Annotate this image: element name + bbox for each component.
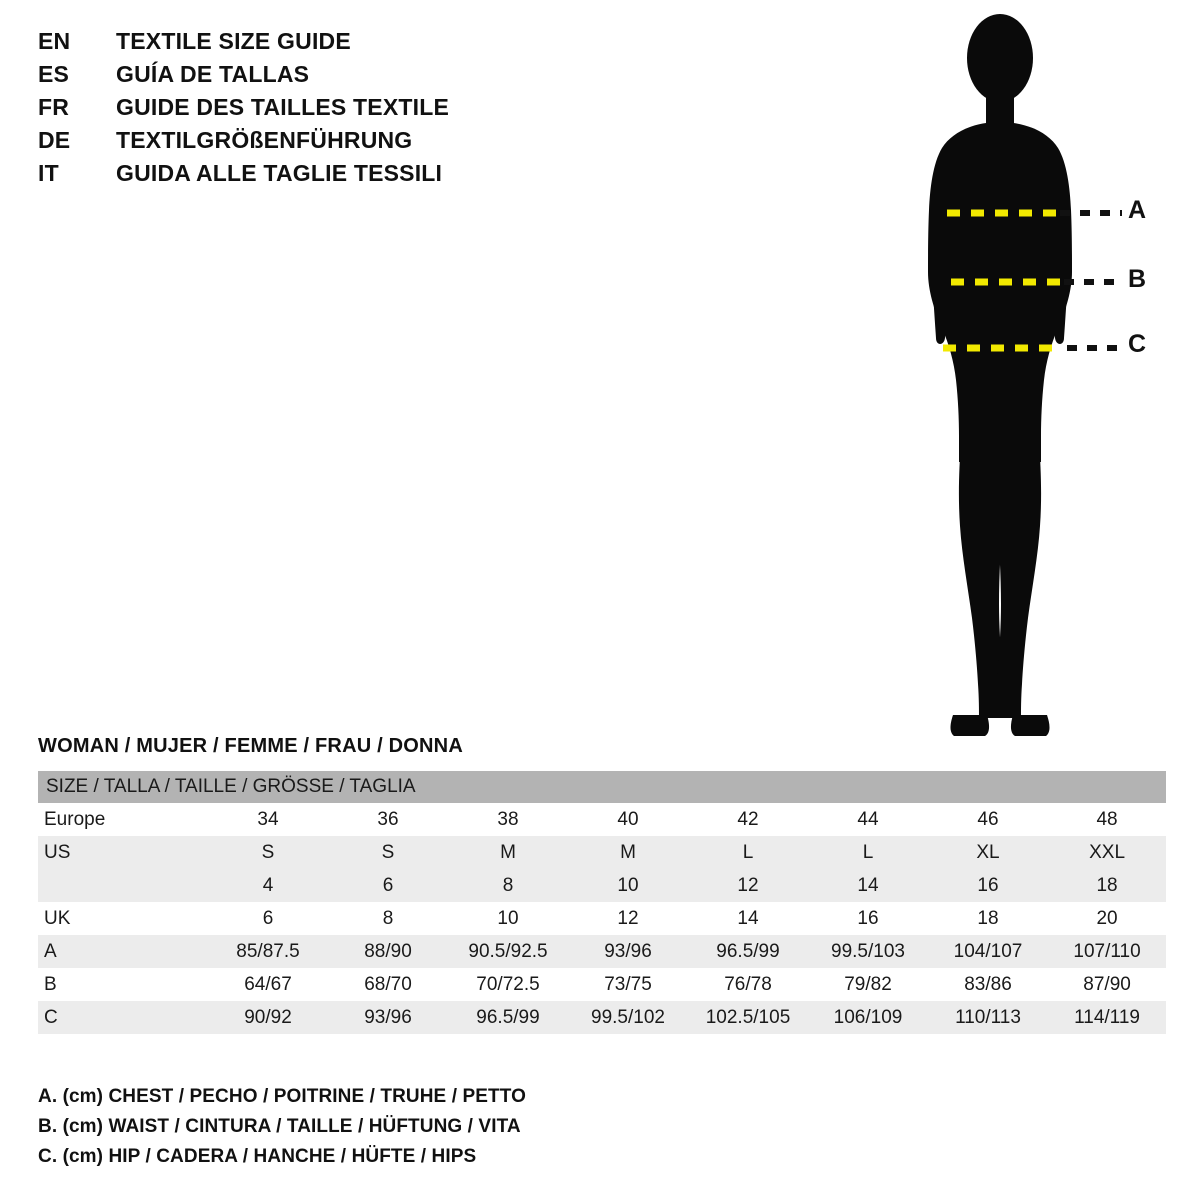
table-cell: 70/72.5 — [448, 968, 568, 1001]
table-cell: 114/119 — [1048, 1001, 1166, 1034]
table-cell: 104/107 — [928, 935, 1048, 968]
table-cell: 87/90 — [1048, 968, 1166, 1001]
language-code: FR — [38, 94, 70, 120]
table-cell: 34 — [208, 803, 328, 836]
table-cell: 38 — [448, 803, 568, 836]
table-cell: 110/113 — [928, 1001, 1048, 1034]
language-code: IT — [38, 160, 59, 186]
language-row — [38, 61, 638, 94]
table-cell: 76/78 — [688, 968, 808, 1001]
table-cell: 18 — [1048, 869, 1166, 902]
row-label: B — [38, 968, 208, 1001]
language-code: ES — [38, 61, 70, 87]
language-code: DE — [38, 127, 71, 153]
table-cell: 12 — [568, 902, 688, 935]
language-row — [38, 94, 638, 127]
language-title: TEXTILE SIZE GUIDE — [116, 28, 351, 54]
body-figure — [860, 10, 1190, 750]
table-section-title: WOMAN / MUJER / FEMME / FRAU / DONNA — [38, 735, 463, 757]
row-label: UK — [38, 902, 208, 935]
table-cell: 20 — [1048, 902, 1166, 935]
language-title: GUÍA DE TALLAS — [116, 61, 310, 87]
table-cell: 18 — [928, 902, 1048, 935]
language-row — [38, 28, 638, 61]
table-cell: 79/82 — [808, 968, 928, 1001]
table-cell: S — [328, 836, 448, 869]
table-header-row — [38, 771, 1166, 803]
table-cell: M — [568, 836, 688, 869]
table-cell: 68/70 — [328, 968, 448, 1001]
table-cell: 12 — [688, 869, 808, 902]
language-code: EN — [38, 28, 71, 54]
table-cell: 40 — [568, 803, 688, 836]
table-cell: 16 — [928, 869, 1048, 902]
row-label — [38, 869, 208, 902]
table-cell: S — [208, 836, 328, 869]
table-cell: 14 — [688, 902, 808, 935]
table-cell: L — [808, 836, 928, 869]
table-cell: 85/87.5 — [208, 935, 328, 968]
legend-line-c: C. (cm) HIP / CADERA / HANCHE / HÜFTE / HIPS — [38, 1146, 477, 1167]
table-cell: 88/90 — [328, 935, 448, 968]
table-cell: 42 — [688, 803, 808, 836]
table-row — [38, 869, 1166, 902]
table-cell: 102.5/105 — [688, 1001, 808, 1034]
table-cell: M — [448, 836, 568, 869]
table-cell: 4 — [208, 869, 328, 902]
row-label: A — [38, 935, 208, 968]
table-cell: 96.5/99 — [688, 935, 808, 968]
language-title: GUIDA ALLE TAGLIE TESSILI — [116, 160, 443, 186]
female-silhouette-icon — [860, 10, 1190, 750]
table-cell: 10 — [448, 902, 568, 935]
table-cell: 64/67 — [208, 968, 328, 1001]
table-cell: 8 — [328, 902, 448, 935]
table-cell: 90/92 — [208, 1001, 328, 1034]
table-cell: L — [688, 836, 808, 869]
table-cell: 10 — [568, 869, 688, 902]
table-cell: XXL — [1048, 836, 1166, 869]
table-cell: 99.5/102 — [568, 1001, 688, 1034]
table-cell: 106/109 — [808, 1001, 928, 1034]
table-cell: 16 — [808, 902, 928, 935]
table-cell: 99.5/103 — [808, 935, 928, 968]
language-title: GUIDE DES TAILLES TEXTILE — [116, 94, 449, 120]
table-cell: 107/110 — [1048, 935, 1166, 968]
table-cell: 6 — [328, 869, 448, 902]
table-row — [38, 902, 1166, 935]
table-row — [38, 968, 1166, 1001]
table-cell: 48 — [1048, 803, 1166, 836]
language-row — [38, 160, 638, 193]
row-label: US — [38, 836, 208, 869]
table-cell: 90.5/92.5 — [448, 935, 568, 968]
table-row — [38, 836, 1166, 869]
table-header-label: SIZE / TALLA / TAILLE / GRÖSSE / TAGLIA — [38, 771, 1166, 803]
row-label: Europe — [38, 803, 208, 836]
language-title: TEXTILGRÖßENFÜHRUNG — [116, 127, 413, 153]
marker-label-b: B — [1128, 265, 1147, 293]
marker-label-c: C — [1128, 330, 1147, 358]
table-cell: 46 — [928, 803, 1048, 836]
table-cell: 93/96 — [328, 1001, 448, 1034]
table-cell: 73/75 — [568, 968, 688, 1001]
table-cell: 44 — [808, 803, 928, 836]
table-cell: 83/86 — [928, 968, 1048, 1001]
table-cell: 8 — [448, 869, 568, 902]
table-cell: 96.5/99 — [448, 1001, 568, 1034]
language-title-block — [38, 28, 638, 193]
size-table-section — [38, 735, 1166, 1034]
marker-label-a: A — [1128, 196, 1147, 224]
legend-line-a: A. (cm) CHEST / PECHO / POITRINE / TRUHE / PETTO — [38, 1086, 526, 1107]
table-row — [38, 803, 1166, 836]
table-cell: 6 — [208, 902, 328, 935]
size-table — [38, 771, 1166, 1034]
table-row — [38, 1001, 1166, 1034]
table-cell: 14 — [808, 869, 928, 902]
language-row — [38, 127, 638, 160]
table-row — [38, 935, 1166, 968]
legend-line-b: B. (cm) WAIST / CINTURA / TAILLE / HÜFTUNG / VITA — [38, 1116, 521, 1137]
table-cell: 93/96 — [568, 935, 688, 968]
table-cell: 36 — [328, 803, 448, 836]
measurement-legend — [38, 1086, 838, 1176]
row-label: C — [38, 1001, 208, 1034]
table-cell: XL — [928, 836, 1048, 869]
